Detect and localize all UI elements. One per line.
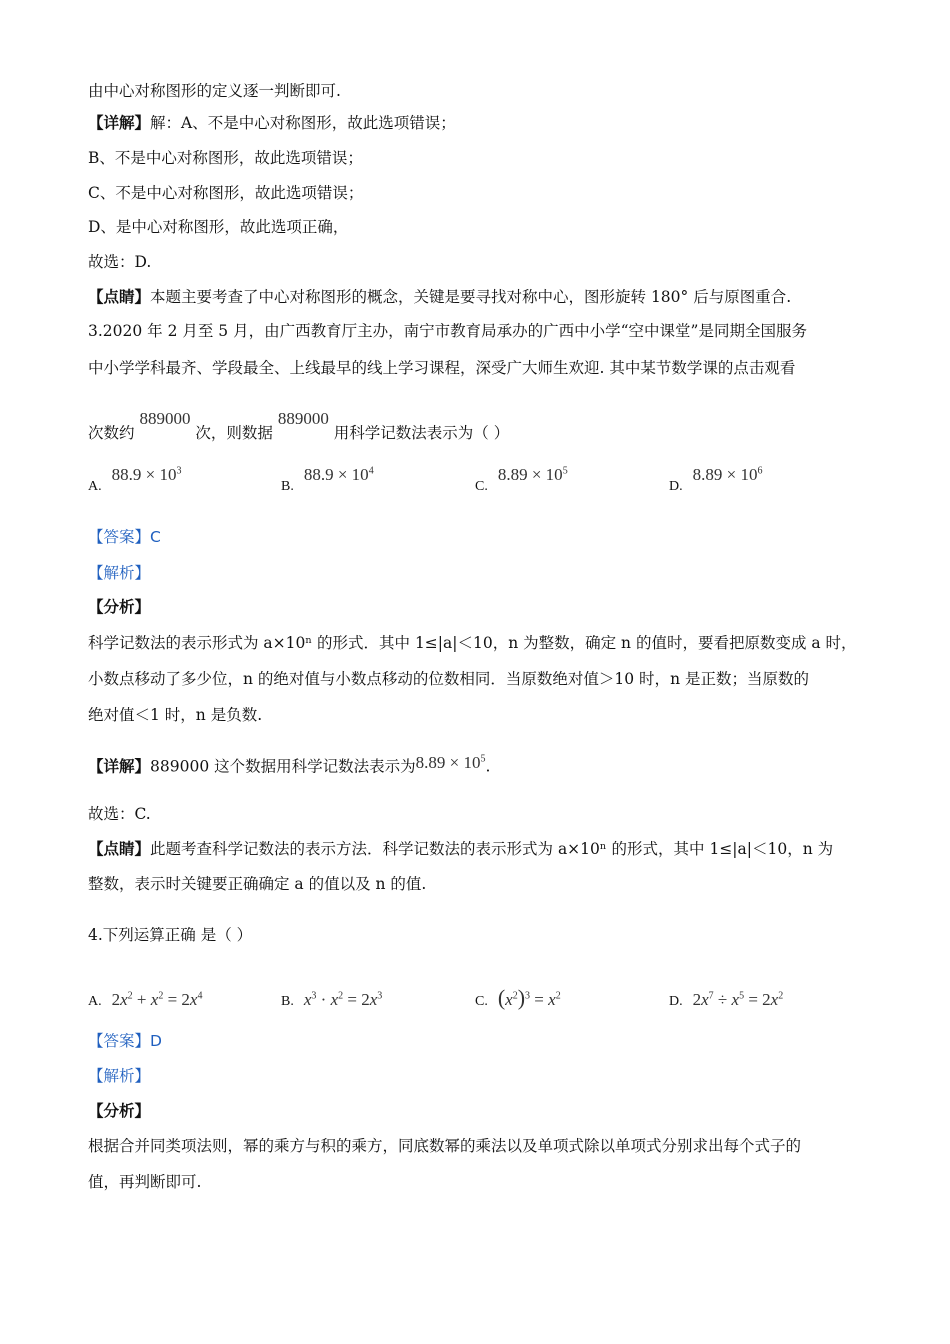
- option-base: 8.89 × 10: [692, 464, 758, 484]
- q3-line3-a: 次数约: [88, 424, 135, 442]
- q3-comment-2: 整数，表示时关键要正确确定 a 的值以及 n 的值.: [88, 875, 427, 893]
- q3-number-1: 889000: [139, 409, 191, 428]
- q3-fenxi-tag: 【分析】: [88, 597, 151, 616]
- q4-title: 4.下列运算正确 是（ ）: [88, 926, 253, 944]
- q3-answer: 【答案】C: [88, 528, 161, 546]
- option-base: 8.89 × 10: [497, 464, 563, 484]
- option-math: $(x^2)^3 = x^2$: [497, 984, 561, 1010]
- q4-analysis-tag: 【解析】: [88, 1067, 151, 1085]
- option-exp: 5: [562, 465, 568, 476]
- option-exp: 4: [368, 465, 374, 476]
- prev-comment: [88, 286, 791, 308]
- q3-option-c: [475, 464, 568, 498]
- q4-fenxi-1: 根据合并同类项法则，幂的乘方与积的乘方，同底数幂的乘法以及单项式除以单项式分别求出每个式子的: [88, 1137, 802, 1155]
- option-math: $2x^2 + x^2 = 2x^4$: [111, 989, 203, 1009]
- option-label: A.: [88, 993, 102, 1009]
- q3-detail: [88, 752, 490, 778]
- option-exp: 3: [176, 465, 182, 476]
- q3-option-a: [88, 464, 182, 498]
- detail-text: 889000 这个数据用科学记数法表示为: [150, 757, 416, 776]
- option-label: A.: [88, 478, 102, 494]
- prev-line-c: C、不是中心对称图形，故此选项错误；: [88, 184, 364, 202]
- q3-fenxi-1: 科学记数法的表示形式为 a×10ⁿ 的形式．其中 1≤|a|＜10，n 为整数，确定 n 的值时，要看把原数变成 a 时，: [88, 634, 857, 652]
- prev-line-1: 由中心对称图形的定义逐一判断即可.: [88, 82, 341, 100]
- option-label: C.: [475, 478, 488, 494]
- q4-option-d: [669, 985, 783, 1013]
- q4-option-b: [281, 985, 382, 1013]
- detail-math-base: 8.89 × 10: [415, 752, 481, 772]
- prev-choose: 故选：D.: [88, 253, 152, 271]
- q3-option-b: [281, 464, 374, 498]
- option-math: [112, 465, 182, 484]
- option-math: [498, 465, 568, 484]
- detail-math: [416, 753, 486, 772]
- q4-option-a: [88, 985, 202, 1013]
- q3-number-2: 889000: [277, 409, 329, 428]
- q3-comment: [88, 838, 833, 860]
- q3-line3-b: 次，则数据: [195, 424, 273, 442]
- option-label: D.: [669, 478, 683, 494]
- detail-a-text: 解：A、不是中心对称图形，故此选项错误；: [150, 114, 456, 132]
- q3-line-2: 中小学学科最齐、学段最全、上线最早的线上学习课程，深受广大师生欢迎. 其中某节数学课的点击观看: [88, 359, 796, 377]
- detail-math-exp: 5: [480, 753, 486, 764]
- prev-detail: [88, 112, 456, 134]
- comment-tag: 【点睛】: [88, 839, 151, 858]
- comment-text: 此题考查科学记数法的表示方法．科学记数法的表示形式为 a×10ⁿ 的形式，其中 1≤|a|＜10，n 为: [150, 840, 834, 858]
- prev-line-b: B、不是中心对称图形，故此选项错误；: [88, 149, 363, 167]
- option-base: 88.9 × 10: [111, 464, 177, 484]
- q3-line3-c: 用科学记数法表示为（ ）: [333, 424, 510, 442]
- detail-tag: 【详解】: [88, 113, 151, 132]
- q4-fenxi-2: 值，再判断即可.: [88, 1173, 202, 1191]
- q3-line-1: 3.2020 年 2 月至 5 月，由广西教育厅主办，南宁市教育局承办的广西中小学“空中课堂”是同期全国服务: [88, 322, 807, 340]
- option-math: $2x^7 \div x^5 = 2x^2$: [692, 989, 784, 1009]
- option-exp: 6: [757, 465, 763, 476]
- option-label: B.: [281, 478, 294, 494]
- option-label: B.: [281, 993, 294, 1009]
- comment-text: 本题主要考查了中心对称图形的概念，关键是要寻找对称中心，图形旋转 180° 后与原图重合.: [150, 288, 792, 306]
- option-math: [693, 465, 763, 484]
- q4-option-c: [475, 985, 561, 1013]
- q3-line-3: [88, 409, 510, 444]
- option-math: [304, 465, 374, 484]
- q3-option-d: [669, 464, 763, 498]
- detail-tag: 【详解】: [88, 756, 151, 776]
- q4-answer: 【答案】D: [88, 1032, 162, 1050]
- option-math: $x^3 \cdot x^2 = 2x^3$: [303, 989, 383, 1009]
- option-label: C.: [475, 993, 488, 1009]
- detail-end: .: [485, 757, 491, 776]
- comment-tag: 【点睛】: [88, 287, 151, 306]
- q3-fenxi-3: 绝对值＜1 时，n 是负数.: [88, 706, 263, 724]
- prev-line-d: D、是中心对称图形，故此选项正确，: [88, 218, 349, 236]
- q4-fenxi-tag: 【分析】: [88, 1101, 151, 1120]
- q3-choose: 故选：C.: [88, 805, 151, 823]
- q3-analysis-tag: 【解析】: [88, 564, 151, 582]
- q3-fenxi-2: 小数点移动了多少位，n 的绝对值与小数点移动的位数相同．当原数绝对值＞10 时，n 是正数；当原数的: [88, 670, 809, 688]
- option-label: D.: [669, 993, 683, 1009]
- option-base: 88.9 × 10: [303, 464, 369, 484]
